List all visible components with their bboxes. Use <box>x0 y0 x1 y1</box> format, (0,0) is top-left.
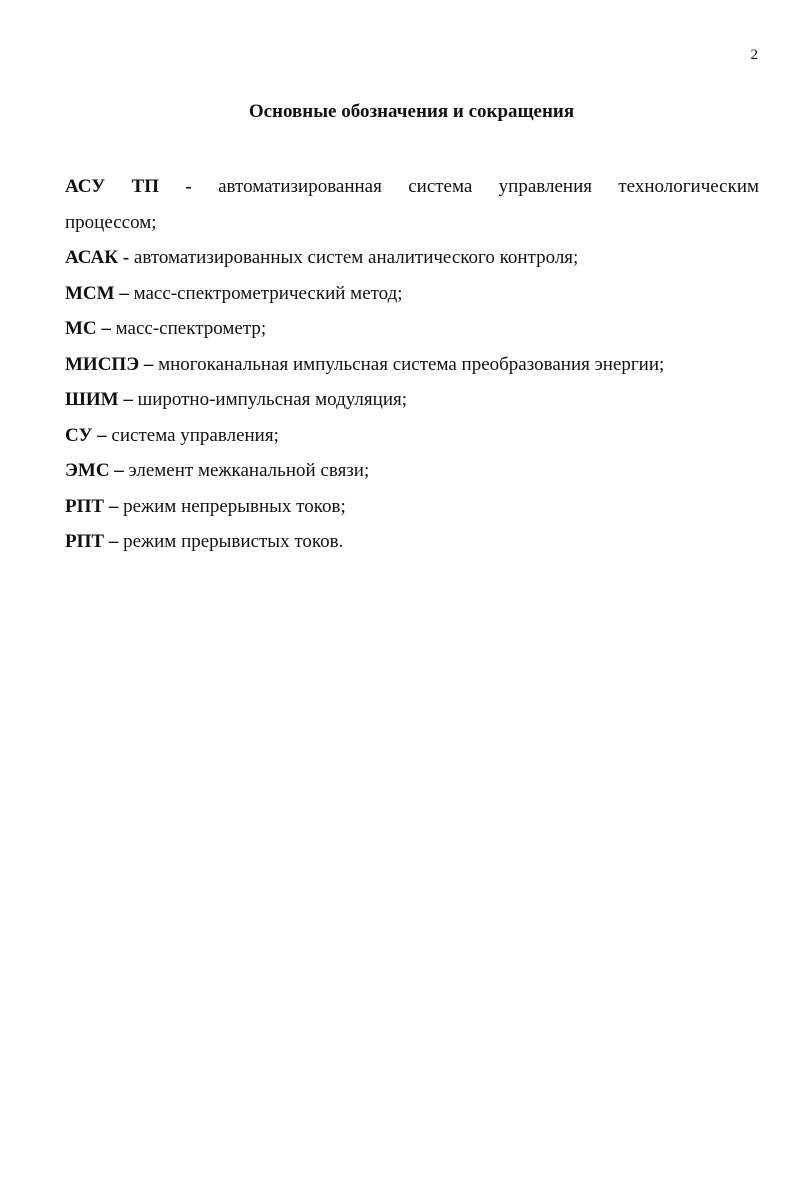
abbreviation-term: РПТ <box>65 495 105 517</box>
abbreviation-term: МИСПЭ <box>65 353 140 375</box>
abbreviation-separator: - <box>185 176 192 197</box>
abbreviation-definition: многоканальная импульсная система преобразования энергии; <box>158 353 665 375</box>
list-item <box>65 169 759 240</box>
abbreviation-term: АСУ ТП <box>65 176 160 197</box>
abbreviation-definition-continued: процессом; <box>65 211 157 233</box>
abbreviation-separator: - <box>122 247 130 268</box>
abbreviation-term: СУ <box>65 424 93 446</box>
abbreviation-separator: – <box>143 353 154 375</box>
abbreviation-definition: автоматизированных систем аналитического контроля; <box>133 247 579 268</box>
list-item <box>65 418 759 454</box>
list-item <box>65 489 759 525</box>
abbreviation-definition: масс-спектрометр; <box>115 318 267 339</box>
abbreviation-term: ЭМС <box>65 460 110 481</box>
abbreviation-definition: элемент межканальной связи; <box>128 460 370 481</box>
abbreviation-term: АСАК <box>65 247 119 268</box>
abbreviation-definition: система управления; <box>111 424 279 446</box>
abbreviation-term: МСМ <box>65 282 115 304</box>
abbreviation-definition: режим прерывистых токов. <box>123 531 344 552</box>
abbreviation-separator: – <box>114 460 124 481</box>
abbreviation-term: МС <box>65 318 97 339</box>
abbreviation-definition: масс-спектрометрический метод; <box>133 282 403 304</box>
abbreviation-definition: режим непрерывных токов; <box>123 495 346 517</box>
abbreviation-term: РПТ <box>65 531 105 552</box>
abbreviation-separator: – <box>108 495 119 517</box>
page-title: Основные обозначения и сокращения <box>248 101 575 122</box>
abbreviation-separator: – <box>123 389 133 410</box>
abbreviation-separator: – <box>101 318 111 339</box>
list-item <box>65 453 759 489</box>
list-item <box>65 311 759 347</box>
abbreviation-definition: широтно-импульсная модуляция; <box>137 389 408 410</box>
list-item <box>65 382 759 418</box>
abbreviation-separator: – <box>108 531 119 552</box>
entry-first-line <box>65 169 759 205</box>
abbreviation-separator: – <box>97 424 107 446</box>
abbreviation-separator: – <box>119 282 129 304</box>
list-item <box>65 276 759 312</box>
abbreviation-term: ШИМ <box>65 389 119 410</box>
page-number: 2 <box>750 47 758 63</box>
abbreviations-list <box>65 169 759 560</box>
abbreviation-definition: автоматизированная система управления технологическим <box>218 176 760 197</box>
list-item <box>65 524 759 560</box>
list-item <box>65 347 759 383</box>
list-item <box>65 240 759 276</box>
